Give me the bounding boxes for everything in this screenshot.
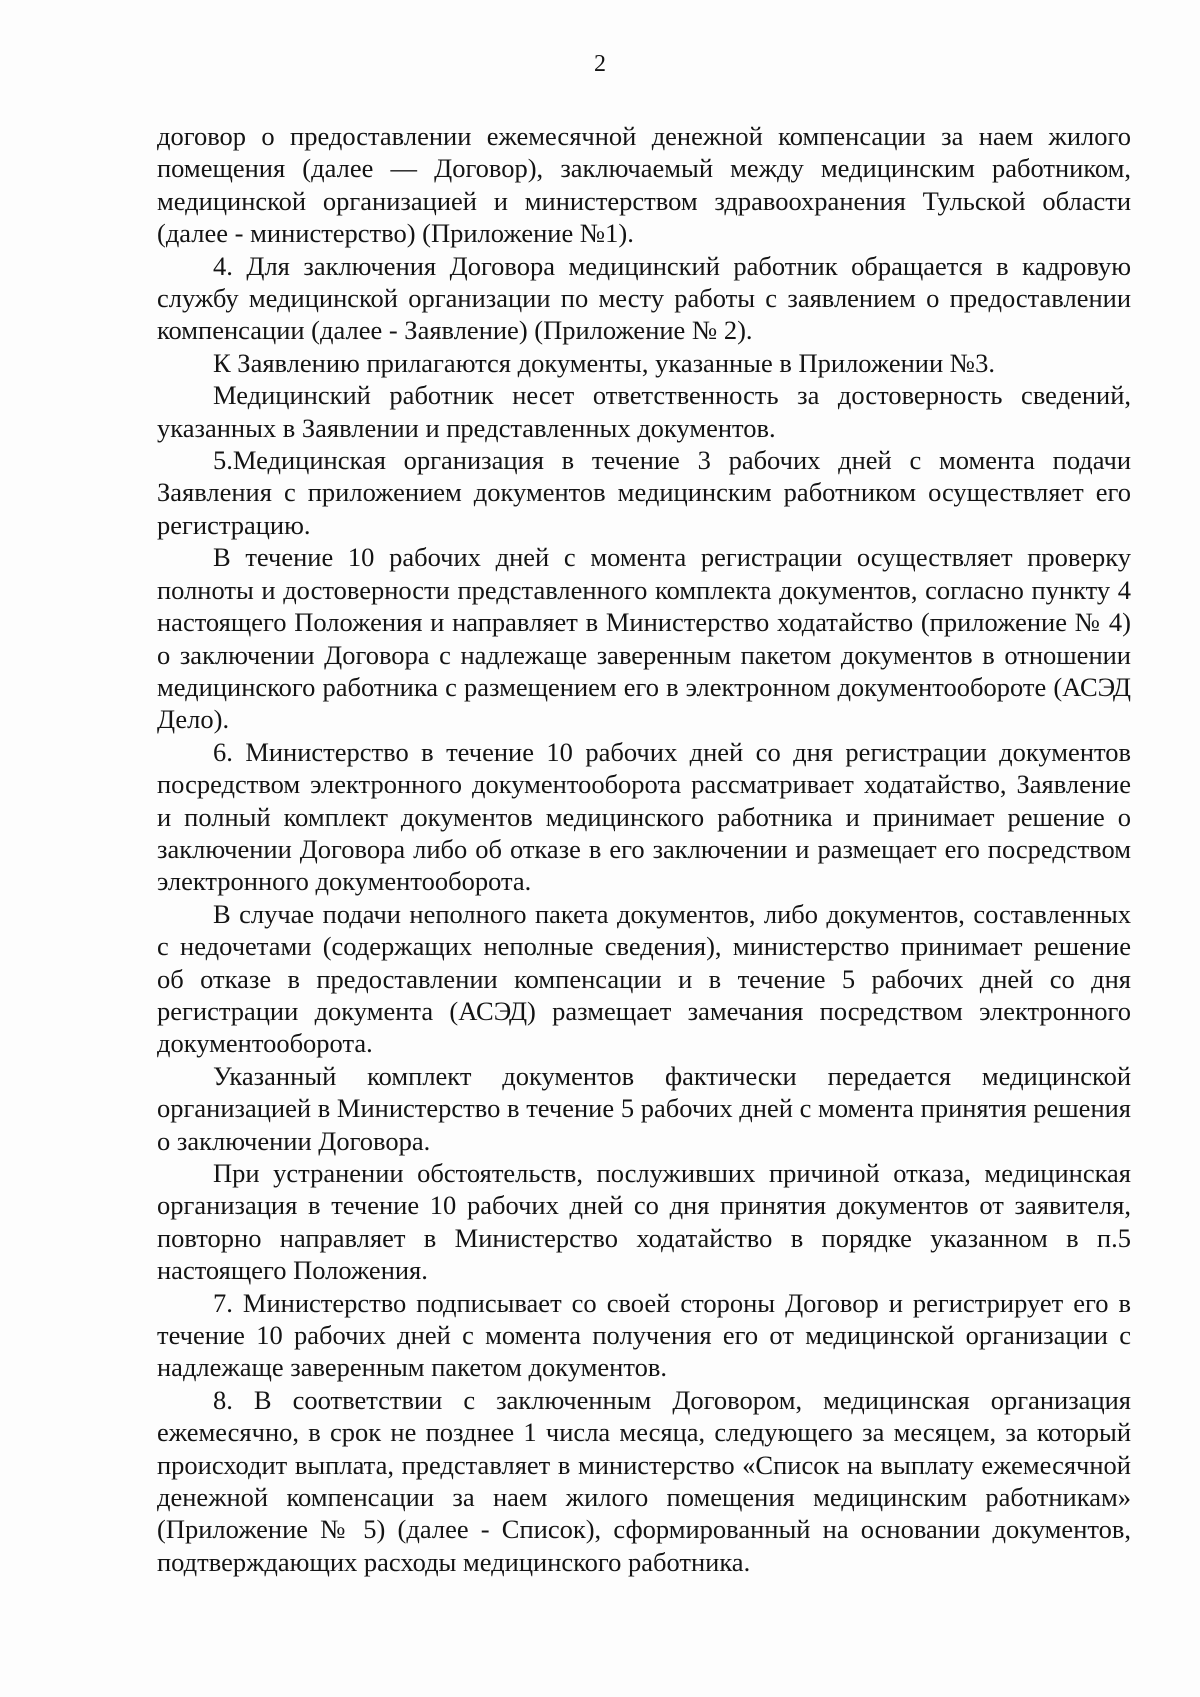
paragraph-4: Медицинский работник несет ответственность за достоверность сведений, указанных в Заявлении и представленных документов. bbox=[157, 380, 1131, 443]
document-body bbox=[157, 120, 1131, 1578]
paragraph-6: В течение 10 рабочих дней с момента регистрации осуществляет проверку полноты и достоверности представленного комплекта документов, согласно пункту 4 настоящего Положения и направляет в Министерство ходатайство (приложение № 4) о заключении Договора с надлежаще заверенным пакетом документов в отношении медицинского работника с размещением его в электронном документообороте (АСЭД Дело). bbox=[157, 542, 1131, 735]
page-number: 2 bbox=[594, 51, 606, 77]
paragraph-3: К Заявлению прилагаются документы, указанные в Приложении №3. bbox=[213, 347, 995, 378]
paragraph-2: 4. Для заключения Договора медицинский работник обращается в кадровую службу медицинской организации по месту работы с заявлением о предоставлении компенсации (далее - Заявление) (Приложение № 2). bbox=[157, 250, 1131, 346]
paragraph-7: 6. Министерство в течение 10 рабочих дней со дня регистрации документов посредством электронного документооборота рассматривает ходатайство, Заявление и полный комплект документов медицинского работника и принимает решение о заключении Договора либо об отказе в его заключении и размещает его посредством электронного документооборота. bbox=[157, 736, 1131, 897]
paragraph-8: В случае подачи неполного пакета документов, либо документов, составленных с недочетами (содержащих неполные сведения), министерство принимает решение об отказе в предоставлении компенсации и в течение 5 рабочих дней со дня регистрации документа (АСЭД) размещает замечания посредством электронного документооборота. bbox=[157, 898, 1131, 1059]
paragraph-11: 7. Министерство подписывает со своей стороны Договор и регистрирует его в течение 10 рабочих дней с момента получения его от медицинской организации с надлежаще заверенным пакетом документов. bbox=[157, 1287, 1131, 1383]
paragraph-10: При устранении обстоятельств, послуживших причиной отказа, медицинская организация в течение 10 рабочих дней со дня принятия документов от заявителя, повторно направляет в Министерство ходатайство в порядке указанном в п.5 настоящего Положения. bbox=[157, 1158, 1131, 1286]
paragraph-9: Указанный комплект документов фактически передается медицинской организацией в Министерство в течение 5 рабочих дней с момента принятия решения о заключении Договора. bbox=[157, 1060, 1131, 1156]
paragraph-1: договор о предоставлении ежемесячной денежной компенсации за наем жилого помещения (далее — Договор), заключаемый между медицинским работником, медицинской организацией и министерством здравоохранения Тульской области (далее - министерство) (Приложение №1). bbox=[157, 121, 1131, 249]
paragraph-12: 8. В соответствии с заключенным Договором, медицинская организация ежемесячно, в срок не позднее 1 числа месяца, следующего за месяцем, за который происходит выплата, представляет в министерство «Список на выплату ежемесячной денежной компенсации за наем жилого помещения медицинским работникам» (Приложение № 5) (далее - Список), сформированный на основании документов, подтверждающих расходы медицинского работника. bbox=[157, 1384, 1131, 1577]
paragraph-5: 5.Медицинская организация в течение 3 рабочих дней с момента подачи Заявления с приложением документов медицинским работником осуществляет его регистрацию. bbox=[157, 445, 1131, 540]
